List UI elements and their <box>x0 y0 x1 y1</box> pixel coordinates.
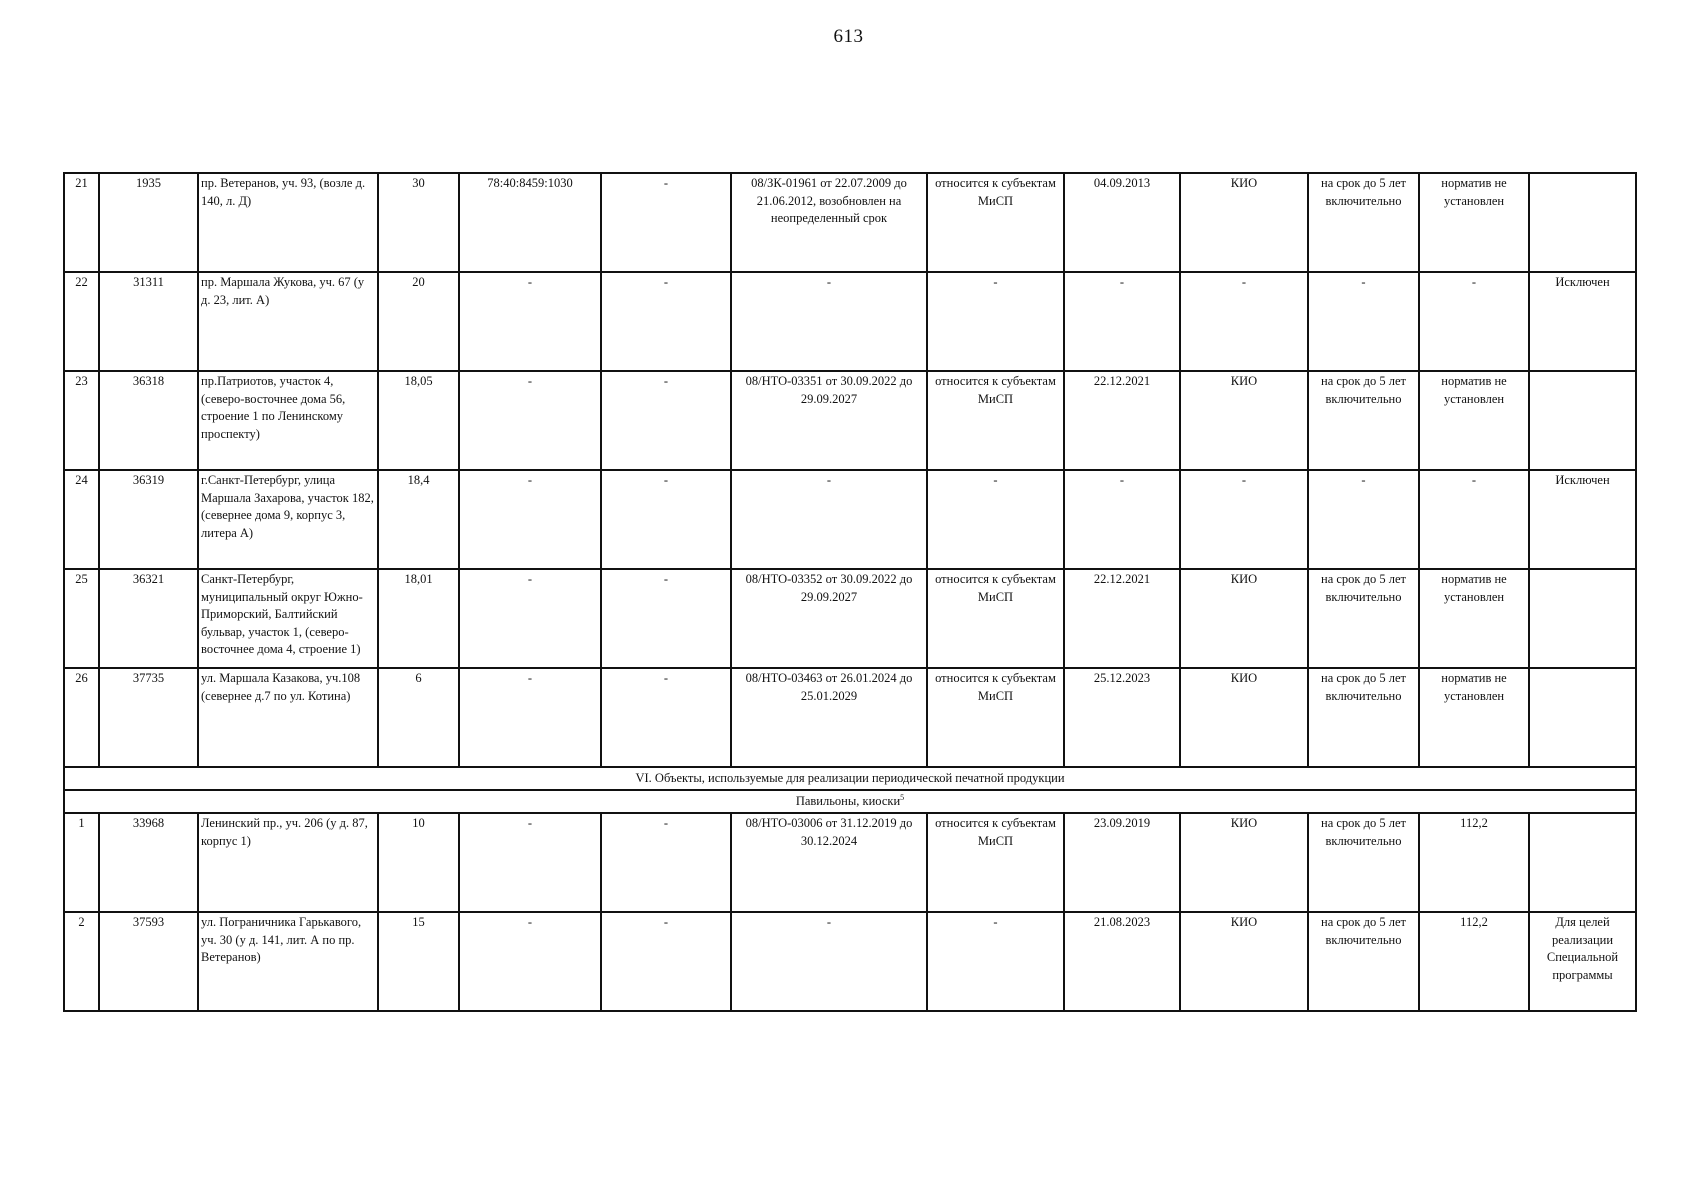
address: Ленинский пр., уч. 206 (у д. 87, корпус 1) <box>198 813 378 912</box>
contract: - <box>731 272 927 371</box>
note <box>1529 813 1636 912</box>
contract: 08/НТО-03006 от 31.12.2019 до 30.12.2024 <box>731 813 927 912</box>
object-id: 31311 <box>99 272 198 371</box>
date: 04.09.2013 <box>1064 173 1180 272</box>
term: - <box>1308 272 1419 371</box>
column-6: - <box>601 272 731 371</box>
footnote-marker: 5 <box>900 792 905 802</box>
column-6: - <box>601 371 731 470</box>
term: - <box>1308 470 1419 569</box>
area: 18,01 <box>378 569 459 668</box>
date: - <box>1064 272 1180 371</box>
note: Для целей реализации Специальной программы <box>1529 912 1636 1011</box>
table-row <box>64 173 1636 272</box>
cadastral-number: - <box>459 668 601 767</box>
address: пр. Маршала Жукова, уч. 67 (у д. 23, лит. А) <box>198 272 378 371</box>
object-id: 36319 <box>99 470 198 569</box>
organization: - <box>1180 470 1308 569</box>
section-heading-row <box>64 767 1636 790</box>
note: Исключен <box>1529 470 1636 569</box>
cadastral-number: 78:40:8459:1030 <box>459 173 601 272</box>
organization: КИО <box>1180 668 1308 767</box>
cadastral-number: - <box>459 912 601 1011</box>
date: 23.09.2019 <box>1064 813 1180 912</box>
column-6: - <box>601 470 731 569</box>
object-id: 33968 <box>99 813 198 912</box>
column-6: - <box>601 912 731 1011</box>
term: на срок до 5 лет включительно <box>1308 668 1419 767</box>
norm: - <box>1419 470 1529 569</box>
area: 18,05 <box>378 371 459 470</box>
address: пр.Патриотов, участок 4, (северо-восточнее дома 56, строение 1 по Ленинскому проспекту) <box>198 371 378 470</box>
address: г.Санкт-Петербург, улица Маршала Захарова, участок 182, (севернее дома 9, корпус 3, литера А) <box>198 470 378 569</box>
row-number: 23 <box>64 371 99 470</box>
row-number: 22 <box>64 272 99 371</box>
contract: 08/НТО-03352 от 30.09.2022 до 29.09.2027 <box>731 569 927 668</box>
date: 21.08.2023 <box>1064 912 1180 1011</box>
row-number: 21 <box>64 173 99 272</box>
contract: 08/НТО-03351 от 30.09.2022 до 29.09.2027 <box>731 371 927 470</box>
norm: - <box>1419 272 1529 371</box>
subsection-title: Павильоны, киоски <box>795 794 901 808</box>
column-6: - <box>601 668 731 767</box>
note <box>1529 173 1636 272</box>
organization: КИО <box>1180 813 1308 912</box>
area: 6 <box>378 668 459 767</box>
note <box>1529 668 1636 767</box>
msp-status: относится к субъектам МиСП <box>927 371 1064 470</box>
area: 18,4 <box>378 470 459 569</box>
object-id: 37735 <box>99 668 198 767</box>
organization: КИО <box>1180 371 1308 470</box>
contract: 08/ЗК-01961 от 22.07.2009 до 21.06.2012, возобновлен на неопределенный срок <box>731 173 927 272</box>
object-id: 37593 <box>99 912 198 1011</box>
area: 10 <box>378 813 459 912</box>
note <box>1529 569 1636 668</box>
msp-status: относится к субъектам МиСП <box>927 173 1064 272</box>
date: 22.12.2021 <box>1064 371 1180 470</box>
subsection-heading-row <box>64 790 1636 813</box>
table-row <box>64 813 1636 912</box>
msp-status: - <box>927 272 1064 371</box>
row-number: 24 <box>64 470 99 569</box>
address: пр. Ветеранов, уч. 93, (возле д. 140, л. Д) <box>198 173 378 272</box>
table-row <box>64 912 1636 1011</box>
msp-status: относится к субъектам МиСП <box>927 569 1064 668</box>
norm: норматив не установлен <box>1419 569 1529 668</box>
term: на срок до 5 лет включительно <box>1308 813 1419 912</box>
registry-table <box>63 172 1637 1012</box>
row-number: 2 <box>64 912 99 1011</box>
norm: норматив не установлен <box>1419 371 1529 470</box>
date: - <box>1064 470 1180 569</box>
term: на срок до 5 лет включительно <box>1308 569 1419 668</box>
column-6: - <box>601 569 731 668</box>
norm: норматив не установлен <box>1419 668 1529 767</box>
object-id: 1935 <box>99 173 198 272</box>
area: 30 <box>378 173 459 272</box>
address: ул. Маршала Казакова, уч.108 (севернее д.7 по ул. Котина) <box>198 668 378 767</box>
term: на срок до 5 лет включительно <box>1308 912 1419 1011</box>
area: 15 <box>378 912 459 1011</box>
date: 22.12.2021 <box>1064 569 1180 668</box>
contract: - <box>731 912 927 1011</box>
table-row <box>64 272 1636 371</box>
contract: 08/НТО-03463 от 26.01.2024 до 25.01.2029 <box>731 668 927 767</box>
date: 25.12.2023 <box>1064 668 1180 767</box>
msp-status: - <box>927 470 1064 569</box>
note: Исключен <box>1529 272 1636 371</box>
organization: КИО <box>1180 173 1308 272</box>
msp-status: - <box>927 912 1064 1011</box>
column-6: - <box>601 173 731 272</box>
organization: КИО <box>1180 569 1308 668</box>
page-number: 613 <box>833 26 864 47</box>
norm: норматив не установлен <box>1419 173 1529 272</box>
subsection-cell <box>64 790 1636 813</box>
section-title: VI. Объекты, используемые для реализации периодической печатной продукции <box>64 767 1636 790</box>
cadastral-number: - <box>459 272 601 371</box>
row-number: 1 <box>64 813 99 912</box>
term: на срок до 5 лет включительно <box>1308 173 1419 272</box>
norm: 112,2 <box>1419 813 1529 912</box>
organization: КИО <box>1180 912 1308 1011</box>
msp-status: относится к субъектам МиСП <box>927 668 1064 767</box>
address: Санкт-Петербург, муниципальный округ Южно-Приморский, Балтийский бульвар, участок 1, (северо-восточнее дома 4, строение 1) <box>198 569 378 668</box>
address: ул. Пограничника Гарькавого, уч. 30 (у д. 141, лит. А по пр. Ветеранов) <box>198 912 378 1011</box>
term: на срок до 5 лет включительно <box>1308 371 1419 470</box>
cadastral-number: - <box>459 569 601 668</box>
cadastral-number: - <box>459 371 601 470</box>
table-row <box>64 371 1636 470</box>
object-id: 36321 <box>99 569 198 668</box>
row-number: 26 <box>64 668 99 767</box>
norm: 112,2 <box>1419 912 1529 1011</box>
table-row <box>64 668 1636 767</box>
msp-status: относится к субъектам МиСП <box>927 813 1064 912</box>
row-number: 25 <box>64 569 99 668</box>
object-id: 36318 <box>99 371 198 470</box>
cadastral-number: - <box>459 813 601 912</box>
area: 20 <box>378 272 459 371</box>
contract: - <box>731 470 927 569</box>
column-6: - <box>601 813 731 912</box>
organization: - <box>1180 272 1308 371</box>
table-row <box>64 569 1636 668</box>
cadastral-number: - <box>459 470 601 569</box>
note <box>1529 371 1636 470</box>
table-row <box>64 470 1636 569</box>
